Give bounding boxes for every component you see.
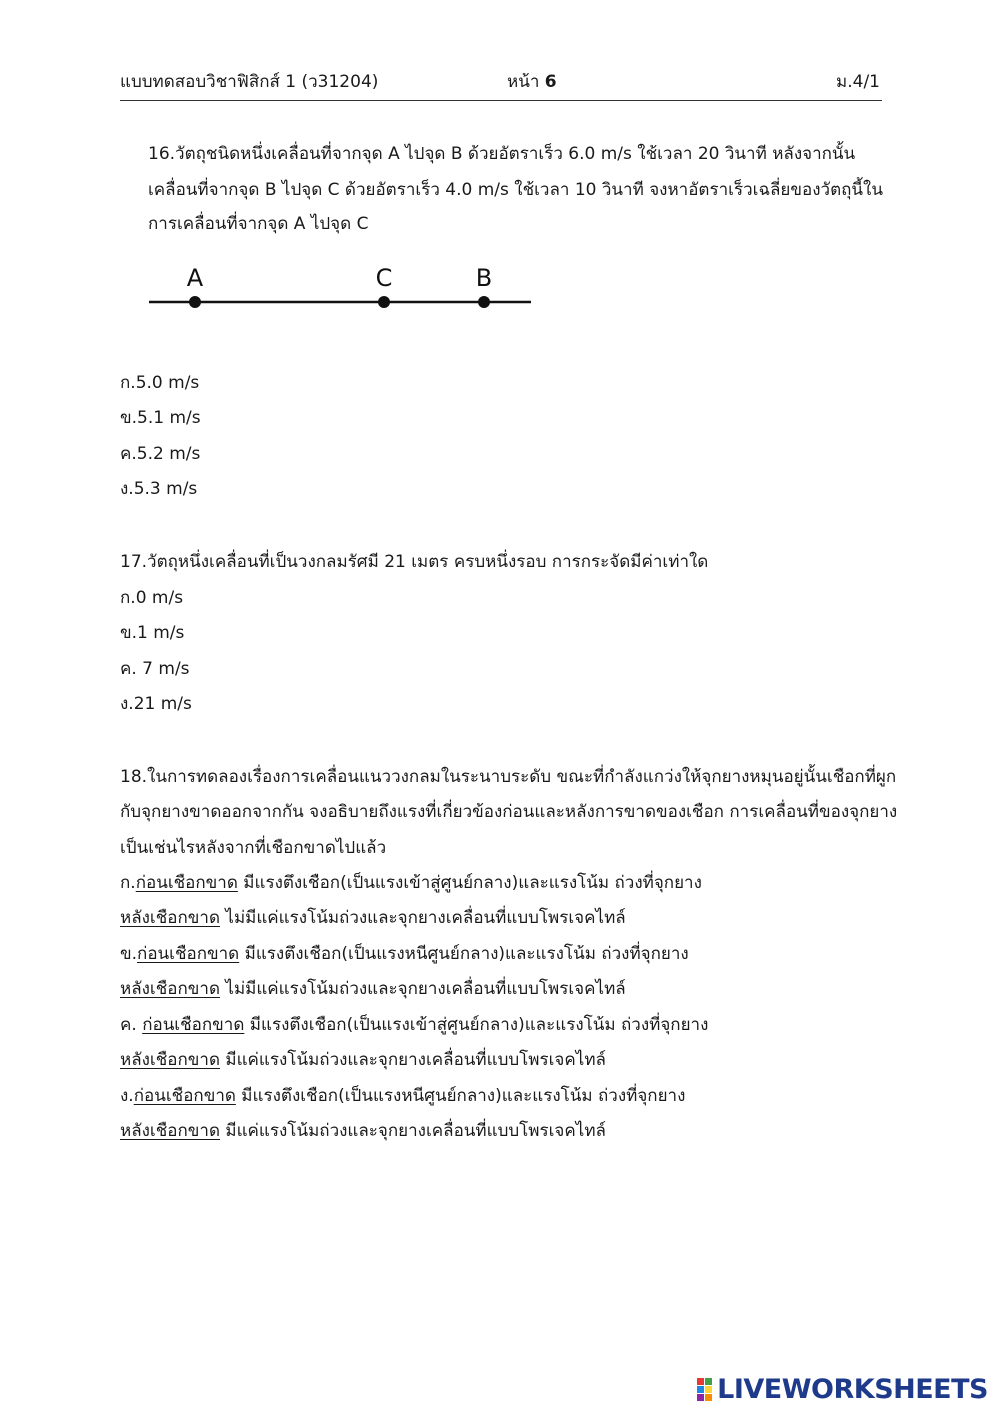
q18-line-2: กับจุกยางขาดออกจากกัน จงอธิบายถึงแรงที่เกี่ยวข้องก่อนและหลังการขาดของเชือก การเคลื่อนที่ของจุกยาง: [120, 802, 898, 822]
point-a-label: A: [186, 264, 204, 292]
after-label: หลังเชือกขาด: [120, 1121, 220, 1141]
q18-choice-c-after: [120, 1052, 606, 1069]
after-label: หลังเชือกขาด: [120, 908, 220, 928]
watermark-text: LIVEWORKSHEETS: [717, 1374, 988, 1405]
q17-choice-c[interactable]: ค. 7 m/s: [120, 659, 190, 679]
after-text: มีแค่แรงโน้มถ่วงและจุกยางเคลื่อนที่แบบโพรเจคไทล์: [219, 1121, 606, 1141]
logo-square: [705, 1394, 712, 1401]
q17-choice-d[interactable]: ง.21 m/s: [120, 694, 192, 714]
header-page: [507, 68, 557, 95]
before-text: มีแรงตึงเชือก(เป็นแรงหนีศูนย์กลาง)และแรงโน้ม ถ่วงที่จุกยาง: [235, 1086, 686, 1106]
before-text: มีแรงตึงเชือก(เป็นแรงเข้าสู่ศูนย์กลาง)และแรงโน้ม ถ่วงที่จุกยาง: [244, 1015, 709, 1035]
choice-prefix: ค.: [120, 1015, 143, 1035]
logo-square: [697, 1394, 704, 1401]
q16-choice-a[interactable]: ก.5.0 m/s: [120, 373, 200, 393]
after-label: หลังเชือกขาด: [120, 979, 220, 999]
q17-choice-a[interactable]: ก.0 m/s: [120, 588, 184, 608]
point-c-label: C: [375, 264, 393, 292]
after-label: หลังเชือกขาด: [120, 1050, 220, 1070]
q18-choice-b-after: [120, 981, 626, 998]
after-text: มีแค่แรงโน้มถ่วงและจุกยางเคลื่อนที่แบบโพรเจคไทล์: [219, 1050, 606, 1070]
q18-choice-a-after: [120, 910, 626, 927]
q16-choice-d[interactable]: ง.5.3 m/s: [120, 479, 198, 499]
header-page-label: หน้า: [507, 72, 540, 92]
q18-choice-d-before[interactable]: [120, 1088, 685, 1105]
header-class: ม.4/1: [836, 72, 880, 92]
before-label: ก่อนเชือกขาด: [133, 1086, 236, 1106]
before-label: ก่อนเชือกขาด: [142, 1015, 245, 1035]
point-a-dot: [189, 296, 201, 308]
header-page-number: 6: [544, 72, 557, 92]
q18-choice-d-after: [120, 1123, 606, 1140]
choice-prefix: ก.: [120, 873, 136, 893]
q18-choice-b-before[interactable]: [120, 946, 689, 963]
q16-line-1: 16.วัตถุชนิดหนึ่งเคลื่อนที่จากจุด A ไปจุด B ด้วยอัตราเร็ว 6.0 m/s ใช้เวลา 20 วินาที หลังจากนั้น: [148, 144, 856, 164]
point-c-dot: [378, 296, 390, 308]
liveworksheets-watermark: [697, 1374, 988, 1405]
logo-square: [705, 1386, 712, 1393]
q18-choice-a-before[interactable]: [120, 875, 702, 892]
logo-square: [705, 1378, 712, 1385]
logo-square: [697, 1386, 704, 1393]
logo-square: [697, 1378, 704, 1385]
q16-choice-b[interactable]: ข.5.1 m/s: [120, 408, 201, 428]
before-text: มีแรงตึงเชือก(เป็นแรงเข้าสู่ศูนย์กลาง)และแรงโน้ม ถ่วงที่จุกยาง: [237, 873, 702, 893]
q18-line-1: 18.ในการทดลองเรื่องการเคลื่อนแนววงกลมในระนาบระดับ ขณะที่กำลังแกว่งให้จุกยางหมุนอยู่นั้นเชือกที่ผูก: [120, 767, 897, 787]
header-title: แบบทดสอบวิชาฟิสิกส์ 1 (ว31204): [120, 72, 379, 92]
q17-question: 17.วัตถุหนึ่งเคลื่อนที่เป็นวงกลมรัศมี 21 เมตร ครบหนึ่งรอบ การกระจัดมีค่าเท่าใด: [120, 552, 709, 572]
q18-choice-c-before[interactable]: [120, 1017, 708, 1034]
q16-diagram: [140, 256, 540, 316]
q18-line-3: เป็นเช่นไรหลังจากที่เชือกขาดไปแล้ว: [120, 838, 387, 858]
q16-line-3: การเคลื่อนที่จากจุด A ไปจุด C: [148, 214, 369, 234]
q17-choice-b[interactable]: ข.1 m/s: [120, 623, 185, 643]
after-text: ไม่มีแค่แรงโน้มถ่วงและจุกยางเคลื่อนที่แบบโพรเจคไทล์: [219, 908, 626, 928]
point-b-label: B: [475, 264, 493, 292]
choice-prefix: ง.: [120, 1086, 134, 1106]
liveworksheets-logo-icon: [697, 1378, 712, 1401]
before-label: ก่อนเชือกขาด: [137, 944, 240, 964]
before-text: มีแรงตึงเชือก(เป็นแรงหนีศูนย์กลาง)และแรงโน้ม ถ่วงที่จุกยาง: [239, 944, 689, 964]
before-label: ก่อนเชือกขาด: [135, 873, 238, 893]
q16-line-2: เคลื่อนที่จากจุด B ไปจุด C ด้วยอัตราเร็ว 4.0 m/s ใช้เวลา 10 วินาที จงหาอัตราเร็วเฉลี่ยของวัตถุนี้ใน: [148, 180, 883, 200]
header-divider: [120, 100, 882, 101]
after-text: ไม่มีแค่แรงโน้มถ่วงและจุกยางเคลื่อนที่แบบโพรเจคไทล์: [219, 979, 626, 999]
choice-prefix: ข.: [120, 944, 138, 964]
q16-choice-c[interactable]: ค.5.2 m/s: [120, 444, 201, 464]
point-b-dot: [478, 296, 490, 308]
